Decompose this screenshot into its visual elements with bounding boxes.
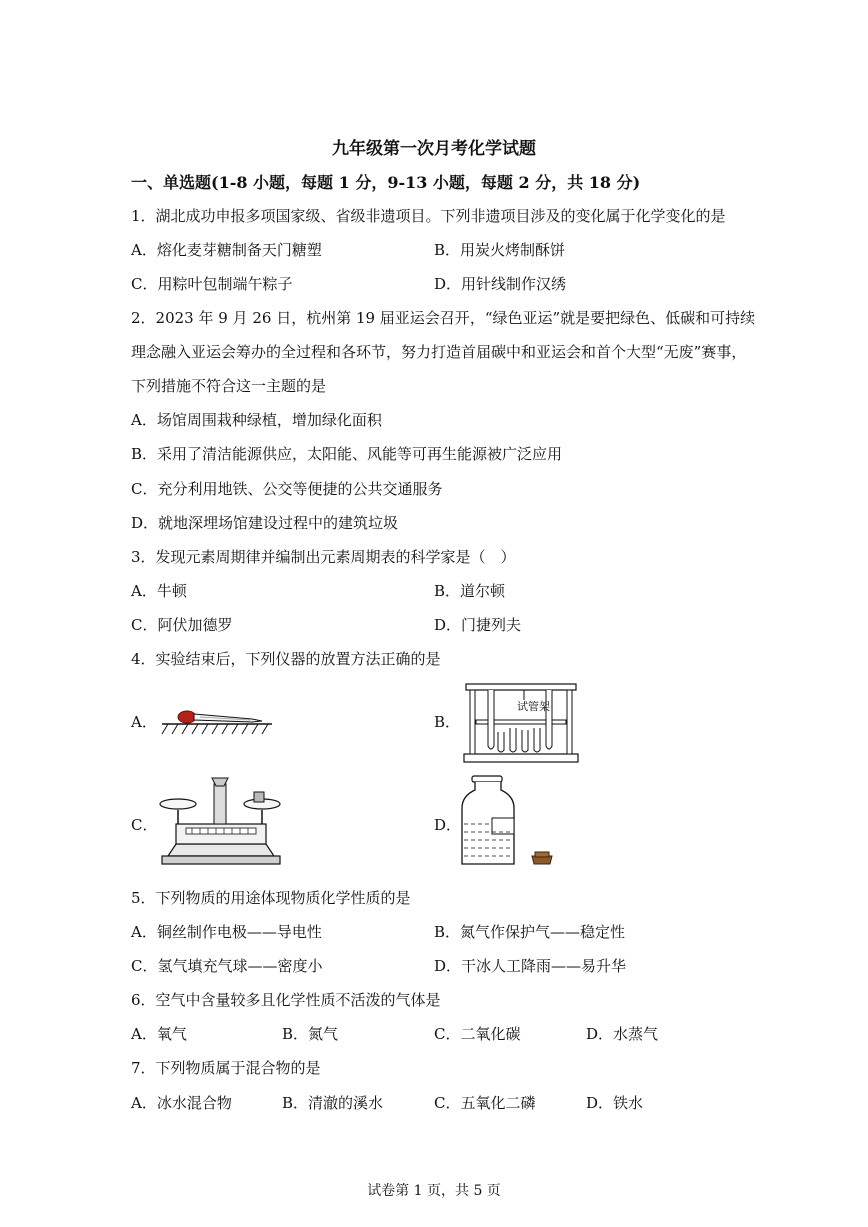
question-2-line-1: 2．2023 年 9 月 26 日，杭州第 19 届亚运会召开，“绿色亚运”就是要把绿色、低碳和可持续 [131,309,756,327]
question-4-option-b: B． [434,713,461,731]
question-7-option-a: A．冰水混合物 [131,1094,232,1112]
question-1-option-a: A．熔化麦芽糖制备天门糖塑 [131,241,322,259]
question-5-stem: 5．下列物质的用途体现物质化学性质的是 [131,889,411,907]
question-3-option-a: A．牛顿 [131,582,187,600]
question-2-option-b: B．采用了清洁能源供应，太阳能、风能等可再生能源被广泛应用 [131,445,563,463]
question-5-option-a: A．铜丝制作电极——导电性 [131,923,322,941]
page-title: 九年级第一次月考化学试题 [332,139,536,159]
question-2-line-2: 理念融入亚运会筹办的全过程和各环节，努力打造首届碳中和亚运会和首个大型“无废”赛事， [131,343,747,361]
question-7-option-c: C．五氧化二磷 [434,1094,536,1112]
question-3-option-d: D．门捷列夫 [434,616,522,634]
test-tube-rack-label: 试管架 [517,700,550,713]
question-2-option-c: C．充分利用地铁、公交等便捷的公共交通服务 [131,480,443,498]
question-4-stem: 4．实验结束后，下列仪器的放置方法正确的是 [131,650,441,668]
question-4-option-c: C． [131,816,158,834]
question-2-option-a: A．场馆周围栽种绿植，增加绿化面积 [131,411,382,429]
question-6-option-b: B．氮气 [282,1025,339,1043]
question-6-option-a: A．氧气 [131,1025,187,1043]
question-2-option-d: D．就地深埋场馆建设过程中的建筑垃圾 [131,514,399,532]
test-tube-rack-figure [462,680,580,764]
question-1-stem: 1．湖北成功申报多项国家级、省级非遗项目。下列非遗项目涉及的变化属于化学变化的是 [131,207,726,225]
question-6-stem: 6．空气中含量较多且化学性质不活泼的气体是 [131,991,441,1009]
reagent-bottle-figure [458,774,558,868]
question-1-option-c: C．用粽叶包制端午粽子 [131,275,293,293]
question-5-option-d: D．干冰人工降雨——易升华 [434,957,627,975]
question-4-option-a: A． [131,713,157,731]
question-5-option-b: B．氮气作保护气——稳定性 [434,923,626,941]
question-1-option-b: B．用炭火烤制酥饼 [434,241,566,259]
question-3-option-b: B．道尔顿 [434,582,506,600]
question-7-stem: 7．下列物质属于混合物的是 [131,1059,321,1077]
dropper-on-bench-figure [160,700,275,736]
question-6-option-c: C．二氧化碳 [434,1025,521,1043]
balance-scale-figure [158,774,284,866]
question-3-option-c: C．阿伏加德罗 [131,616,233,634]
question-4-option-d: D． [434,816,462,834]
question-7-option-b: B．清澈的溪水 [282,1094,384,1112]
question-1-option-d: D．用针线制作汉绣 [434,275,567,293]
page-footer: 试卷第 1 页，共 5 页 [367,1183,501,1199]
section-heading: 一、单选题(1-8 小题，每题 1 分，9-13 小题，每题 2 分，共 18 分) [131,173,641,192]
question-6-option-d: D．水蒸气 [586,1025,659,1043]
question-2-line-3: 下列措施不符合这一主题的是 [131,377,327,395]
question-7-option-d: D．铁水 [586,1094,644,1112]
question-3-stem: 3．发现元素周期律并编制出元素周期表的科学家是（ ） [131,548,516,566]
question-5-option-c: C．氢气填充气球——密度小 [131,957,323,975]
